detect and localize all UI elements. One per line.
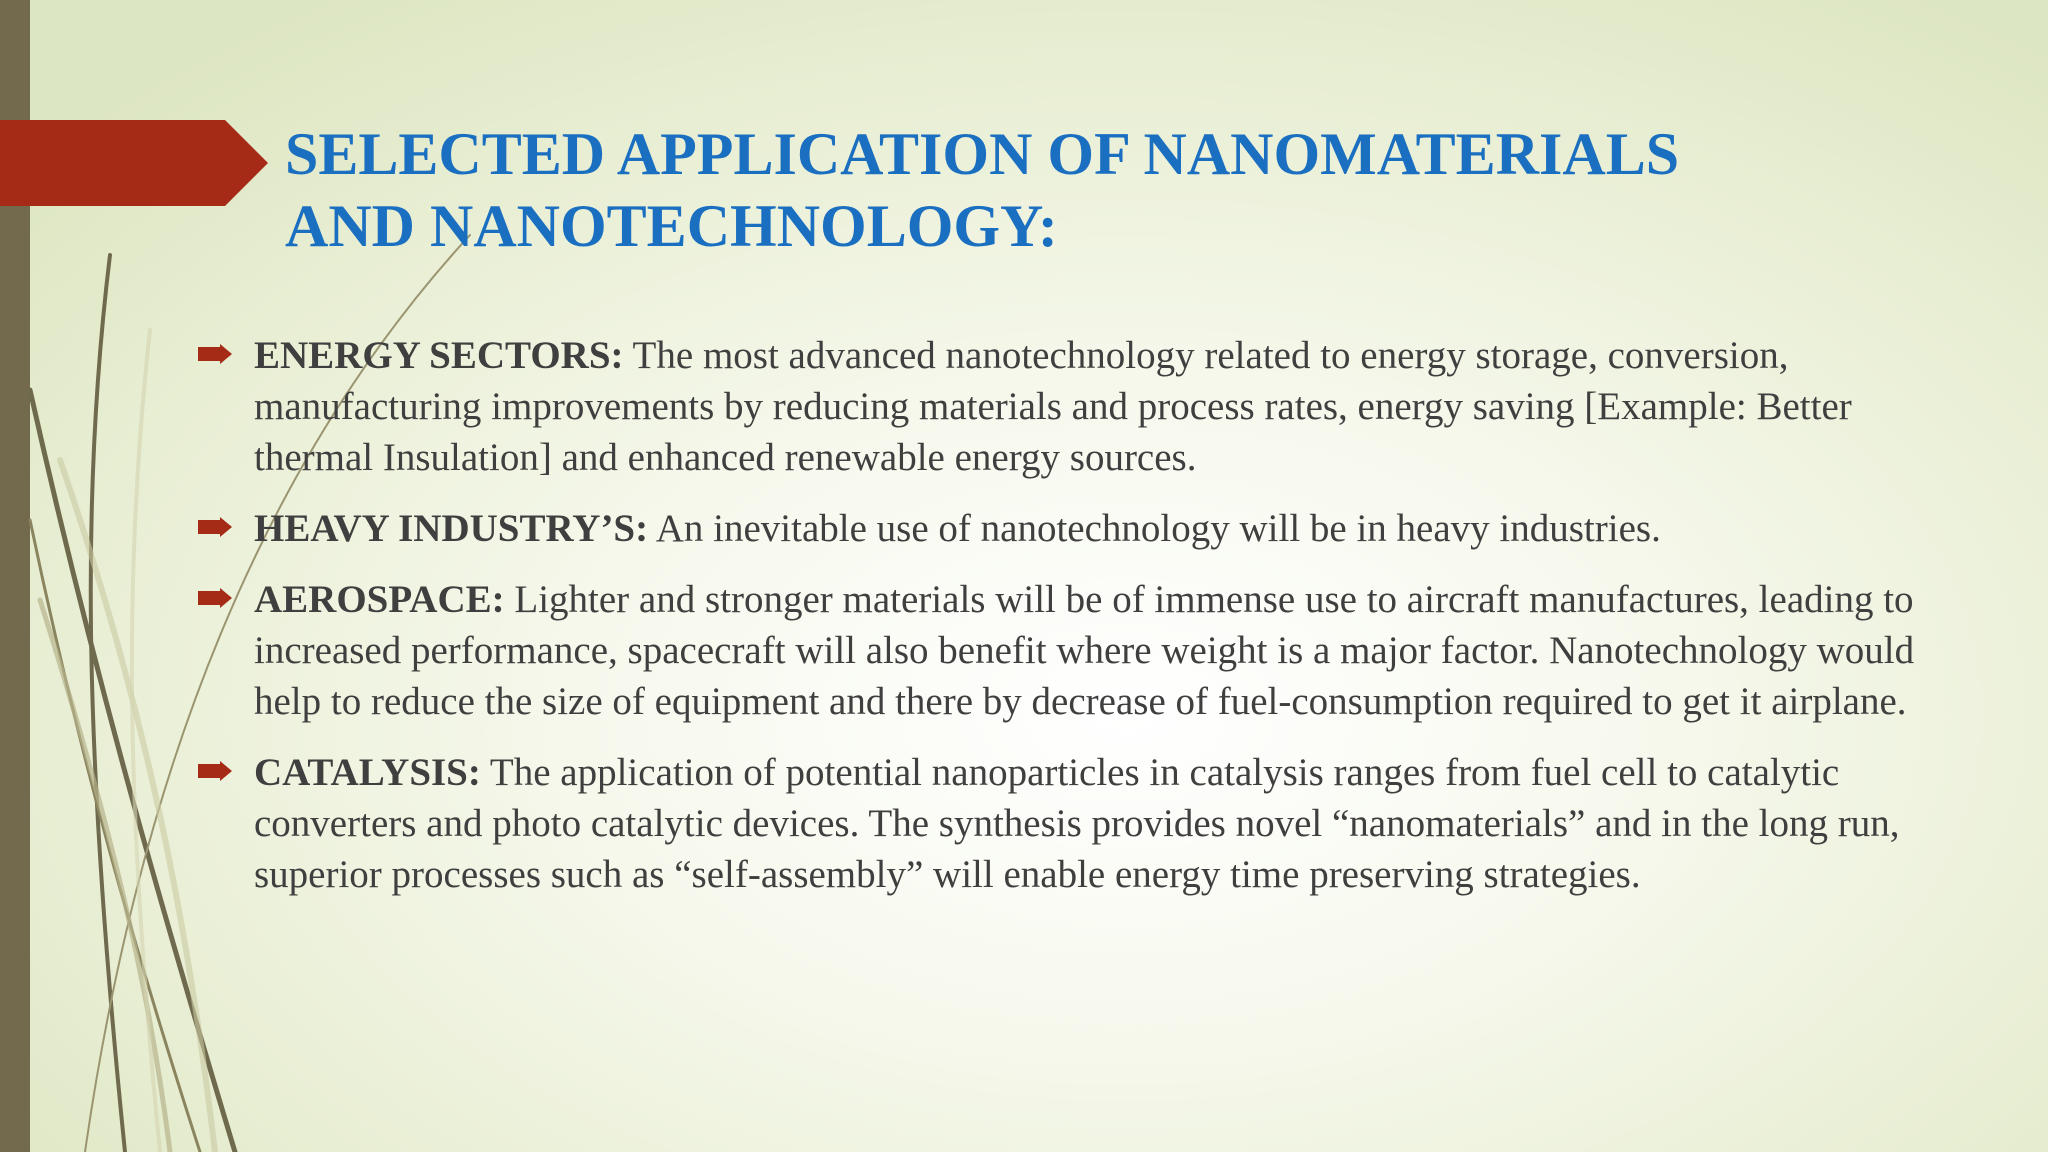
bullet-text: Lighter and stronger materials will be of immense use to aircraft manufactures, leading to increased performance, spacecraft will also benefit where weight is a major factor. Nanotechnology would help to reduce the size of equipment and there by decrease of fuel-consumption required to get it airplane. [254, 578, 1915, 723]
arrow-bullet-icon [198, 517, 232, 537]
bullet-catalysis [198, 747, 1948, 900]
title-line-1: SELECTED APPLICATION OF NANOMATERIALS [285, 121, 1680, 187]
slide-title [285, 118, 1885, 262]
arrow-bullet-icon [198, 344, 232, 364]
arrow-bullet-icon [198, 761, 232, 781]
arrow-bullet-icon [198, 588, 232, 608]
bullet-text: The application of potential nanoparticles in catalysis ranges from fuel cell to catalytic converters and photo catalytic devices. The synthesis provides novel “nanomaterials” and in the long run, superior processes such as “self-assembly” will enable energy time preserving strategies. [254, 751, 1900, 896]
bullet-heading: HEAVY INDUSTRY’S: [254, 507, 649, 550]
bullet-text: The most advanced nanotechnology related to energy storage, conversion, manufacturing improvements by reducing materials and process rates, energy saving [Example: Better thermal Insulation] and enhanced renewable energy sources. [254, 334, 1852, 479]
bullet-heavy-industry [198, 503, 1948, 554]
bullet-text: An inevitable use of nanotechnology will be in heavy industries. [648, 507, 1661, 550]
title-line-2: AND NANOTECHNOLOGY: [285, 193, 1058, 259]
bullet-heading: AEROSPACE: [254, 578, 505, 621]
bullet-heading: CATALYSIS: [254, 751, 481, 794]
bullet-list [198, 330, 1948, 920]
bullet-energy-sectors [198, 330, 1948, 483]
bullet-aerospace [198, 574, 1948, 727]
bullet-heading: ENERGY SECTORS: [254, 334, 624, 377]
title-arrow-banner [0, 120, 270, 206]
